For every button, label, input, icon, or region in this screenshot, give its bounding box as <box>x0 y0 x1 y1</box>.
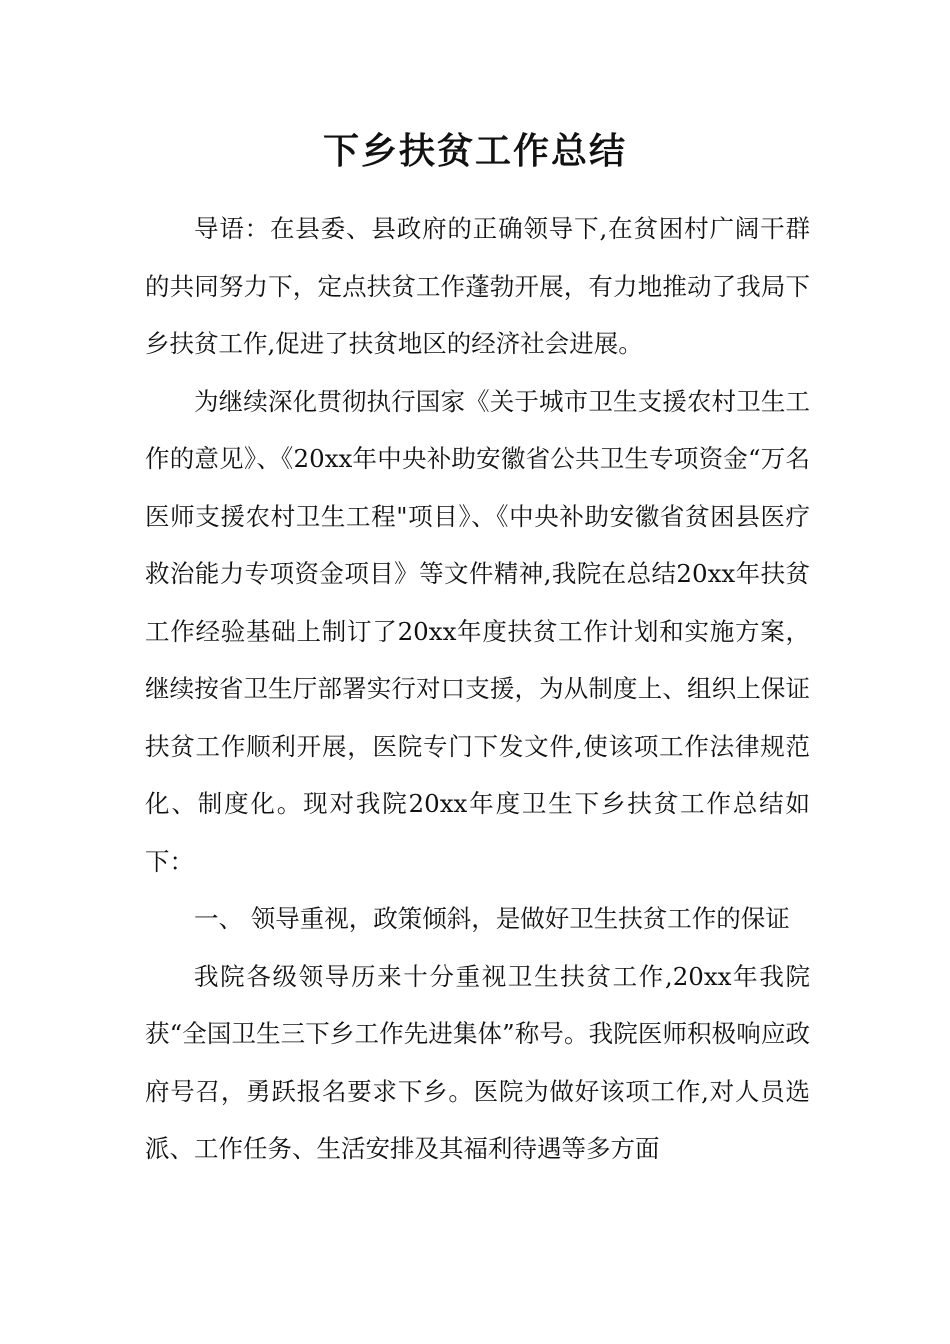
document-body <box>145 200 810 1178</box>
paragraph-section-1: 我院各级领导历来十分重视卫生扶贫工作,20xx年我院获“全国卫生三下乡工作先进集体”称号。我院医师积极响应政府号召，勇跃报名要求下乡。医院为做好该项工作,对人员选派、工作任务、生活安排及其福利待遇等多方面 <box>145 961 810 1163</box>
paragraph-background: 为继续深化贯彻执行国家《关于城市卫生支援农村卫生工作的意见》、《20xx年中央补助安徽省公共卫生专项资金“万名医师支援农村卫生工程"项目》、《中央补助安徽省贫困县医疗救治能力专项资金项目》等文件精神,我院在总结20xx年扶贫工作经验基础上制订了20xx年度扶贫工作计划和实施方案，继续按省卫生厅部署实行对口支援，为从制度上、组织上保证扶贫工作顺利开展，医院专门下发文件,使该项工作法律规范化、制度化。现对我院20xx年度卫生下乡扶贫工作总结如下： <box>145 386 810 876</box>
section-heading-1: 一、 领导重视，政策倾斜，是做好卫生扶贫工作的保证 <box>194 904 790 933</box>
document-title: 下乡扶贫工作总结 <box>322 131 627 172</box>
paragraph-intro: 导语：在县委、县政府的正确领导下,在贫困村广阔干群的共同努力下，定点扶贫工作蓬勃开展，有力地推动了我局下乡扶贫工作,促进了扶贫地区的经济社会进展。 <box>145 214 810 358</box>
